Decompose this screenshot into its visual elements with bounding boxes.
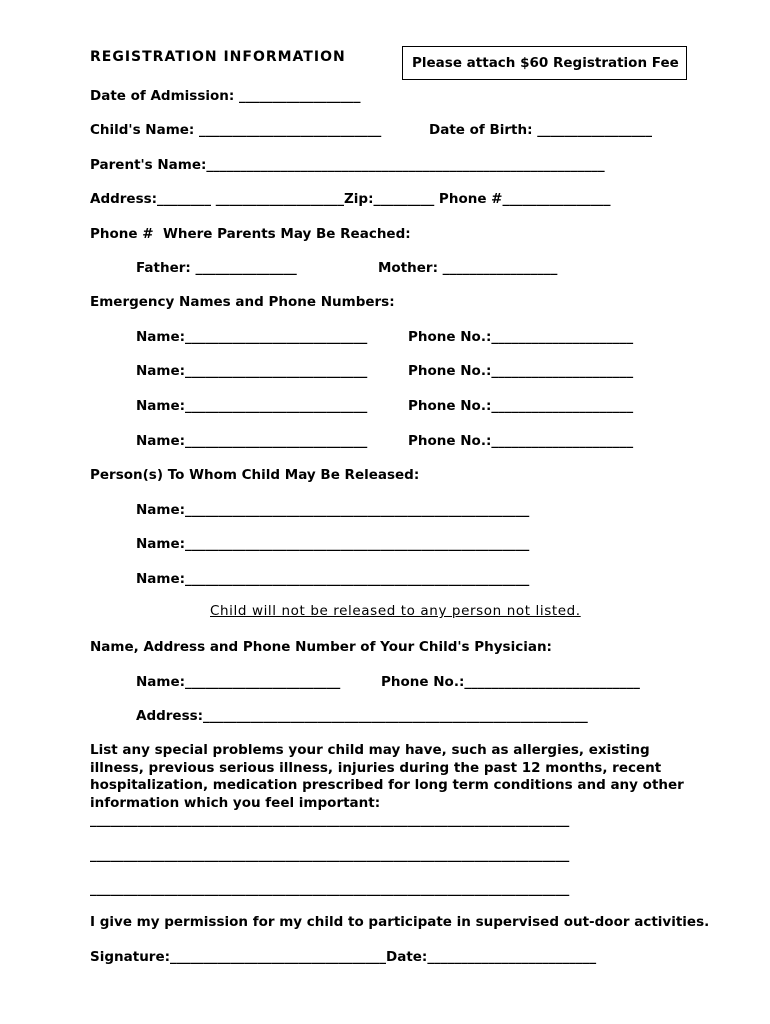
release-name-field-3[interactable]: Name:___________________________________________________ bbox=[136, 571, 530, 587]
physician-address-field[interactable]: Address:_________________________________________________________ bbox=[136, 708, 588, 724]
physician-heading: Name, Address and Phone Number of Your Child's Physician: bbox=[90, 639, 552, 655]
emergency-phone-field-3[interactable]: Phone No.:_____________________ bbox=[408, 398, 634, 414]
emergency-heading: Emergency Names and Phone Numbers: bbox=[90, 294, 395, 310]
father-phone-field[interactable]: Father: _______________ bbox=[136, 260, 297, 276]
special-problems-prompt: List any special problems your child may have, such as allergies, existing illness, previous serious illness, injuries during the past 12 months, recent hospitalization, medication prescribed for long term conditions and any other information which you feel important: bbox=[90, 742, 684, 811]
release-name-field-2[interactable]: Name:___________________________________________________ bbox=[136, 536, 530, 552]
special-problems-line-1[interactable]: _______________________________________________________________________ bbox=[90, 812, 570, 828]
signature-date-field[interactable]: Signature:________________________________Date:_________________________ bbox=[90, 949, 597, 965]
emergency-phone-field-4[interactable]: Phone No.:_____________________ bbox=[408, 433, 634, 449]
physician-phone-field[interactable]: Phone No.:__________________________ bbox=[381, 674, 640, 690]
fee-notice-box bbox=[402, 46, 687, 80]
emergency-name-field-4[interactable]: Name:___________________________ bbox=[136, 433, 368, 449]
parent-name-field[interactable]: Parent's Name:___________________________________________________________ bbox=[90, 157, 605, 173]
emergency-name-field-1[interactable]: Name:___________________________ bbox=[136, 329, 368, 345]
special-problems-line-3[interactable]: _______________________________________________________________________ bbox=[90, 881, 570, 897]
parents-phone-heading: Phone # Where Parents May Be Reached: bbox=[90, 226, 411, 242]
emergency-phone-field-1[interactable]: Phone No.:_____________________ bbox=[408, 329, 634, 345]
release-note: Child will not be released to any person not listed. bbox=[210, 603, 581, 619]
child-name-field[interactable]: Child's Name: ___________________________ bbox=[90, 122, 382, 138]
page-title: REGISTRATION INFORMATION bbox=[90, 49, 346, 65]
special-problems-line-2[interactable]: _______________________________________________________________________ bbox=[90, 847, 570, 863]
date-of-birth-field[interactable]: Date of Birth: _________________ bbox=[429, 122, 652, 138]
emergency-name-field-3[interactable]: Name:___________________________ bbox=[136, 398, 368, 414]
mother-phone-field[interactable]: Mother: _________________ bbox=[378, 260, 558, 276]
release-heading: Person(s) To Whom Child May Be Released: bbox=[90, 467, 420, 483]
release-name-field-1[interactable]: Name:___________________________________________________ bbox=[136, 502, 530, 518]
physician-name-field[interactable]: Name:_______________________ bbox=[136, 674, 341, 690]
permission-statement: I give my permission for my child to participate in supervised out-door activities. bbox=[90, 914, 710, 930]
date-of-admission-field[interactable]: Date of Admission: __________________ bbox=[90, 88, 361, 104]
emergency-name-field-2[interactable]: Name:___________________________ bbox=[136, 363, 368, 379]
address-zip-phone-field[interactable]: Address:________ ___________________Zip:_________ Phone #________________ bbox=[90, 191, 611, 207]
emergency-phone-field-2[interactable]: Phone No.:_____________________ bbox=[408, 363, 634, 379]
fee-notice-text: Please attach $60 Registration Fee bbox=[412, 55, 679, 71]
